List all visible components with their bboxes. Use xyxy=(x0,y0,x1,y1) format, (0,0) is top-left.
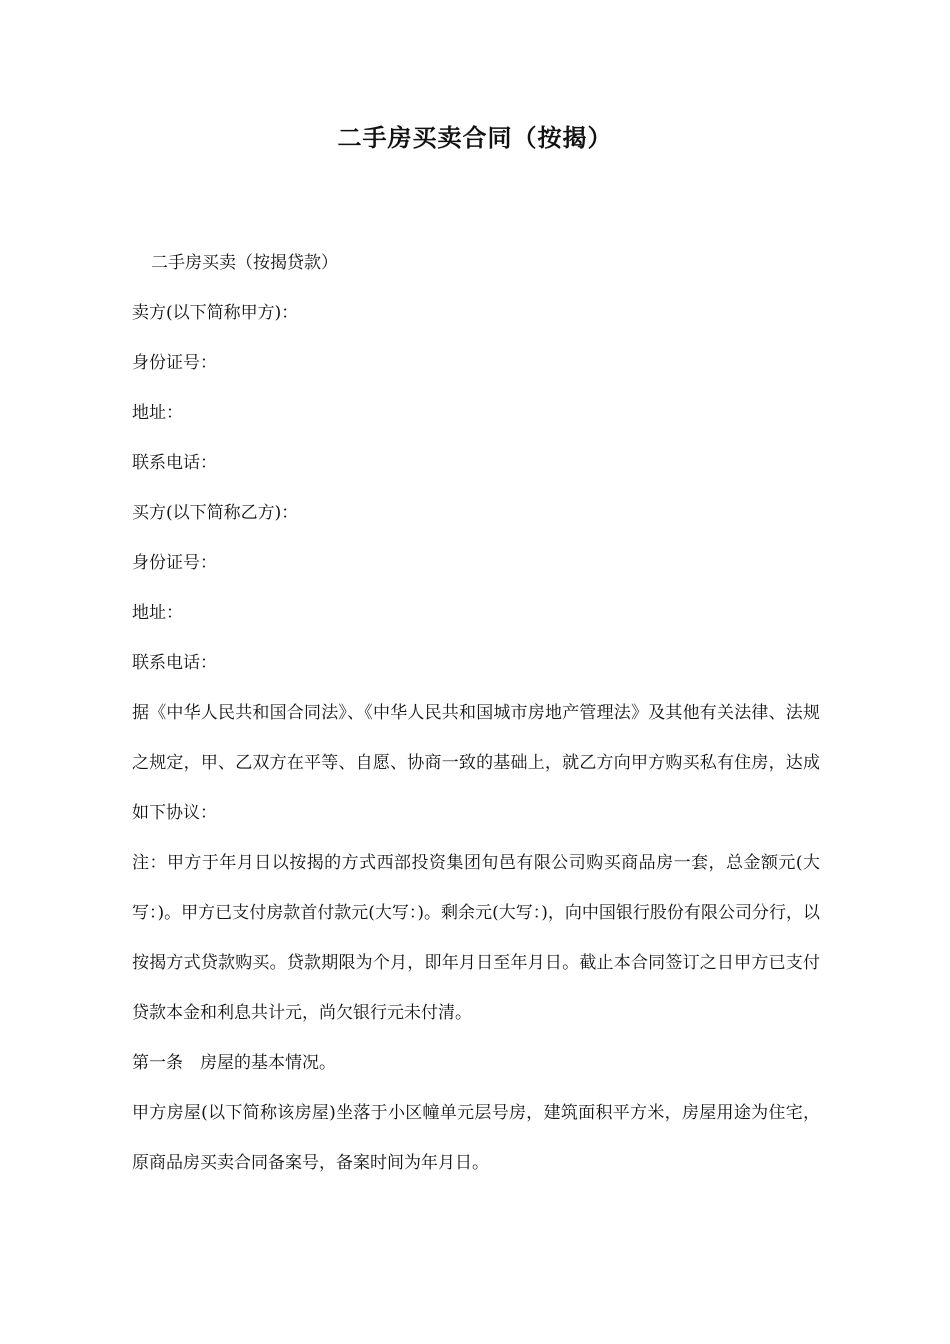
article-one-paragraph: 甲方房屋(以下简称该房屋)坐落于小区幢单元层号房，建筑面积平方米，房屋用途为住宅，原商品房买卖合同备案号，备案时间为年月日。 xyxy=(132,1103,820,1173)
buyer-address-label: 地址： xyxy=(132,603,183,623)
document-body xyxy=(132,238,820,1188)
seller-phone-label: 联系电话： xyxy=(132,453,217,473)
seller-label: 卖方(以下简称甲方)： xyxy=(132,303,299,323)
buyer-label: 买方(以下简称乙方)： xyxy=(132,503,299,523)
article-one-heading: 第一条 房屋的基本情况。 xyxy=(132,1053,336,1073)
buyer-phone-label: 联系电话： xyxy=(132,653,217,673)
seller-id-label: 身份证号： xyxy=(132,353,217,373)
preamble-paragraph: 据《中华人民共和国合同法》、《中华人民共和国城市房地产管理法》及其他有关法律、法规之规定，甲、乙双方在平等、自愿、协商一致的基础上，就乙方向甲方购买私有住房，达成如下协议： xyxy=(132,703,820,823)
buyer-id-label: 身份证号： xyxy=(132,553,217,573)
seller-address-label: 地址： xyxy=(132,403,183,423)
subtitle-paragraph: 二手房买卖（按揭贷款） xyxy=(151,253,338,273)
document-title: 二手房买卖合同（按揭） xyxy=(337,124,613,152)
note-paragraph: 注：甲方于年月日以按揭的方式西部投资集团旬邑有限公司购买商品房一套，总金额元(大写：)。甲方已支付房款首付款元(大写：)。剩余元(大写：)，向中国银行股份有限公司分行，以按揭方式贷款购买。贷款期限为个月，即年月日至年月日。截止本合同签订之日甲方已支付贷款本金和利息共计元，尚欠银行元未付清。 xyxy=(132,853,820,1023)
